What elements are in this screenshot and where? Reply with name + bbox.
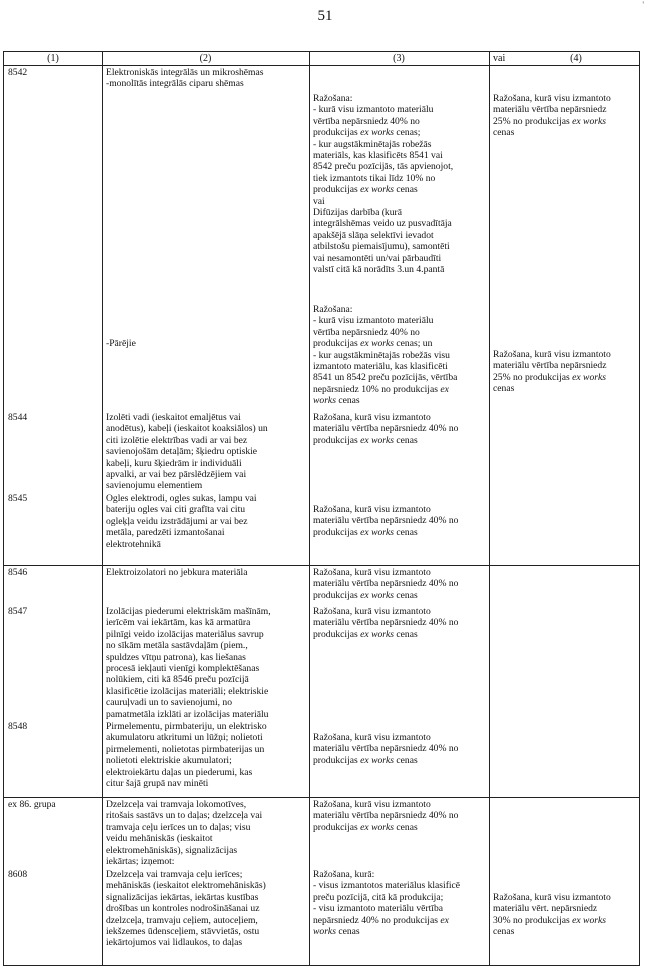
rule-8544: Ražošana, kurā visu izmantoto materiālu vērtība nepārsniedz 40% no produkcijas ex works cenas [313, 412, 459, 446]
alt-rule-8542-b: Ražošana, kurā visu izmantoto materiālu vērtība nepārsniedz 25% no produkcijas ex works cenas [493, 349, 611, 395]
desc-8547: Izolācijas piederumi elektriskām mašīnām, ierīcēm vai iekārtām, kas kā armatūra pilnīgi veido izolācijas materiālus savrup no sīkām metāla sastāvdaļām (piem., spuldzes vītņu patrona), kas liešanas procesā iekļauti vienīgi komplektēšanas nolūkiem, citi kā 8546 preču pozīcijā klasificētie izolācijas materiāli; elektriskie cauruļvadi un to savienojumi, no pamatmetāla izklāti ar izolācijas materiālu [106, 606, 271, 720]
page-number: 51 [317, 8, 333, 24]
desc-ex86: Dzelzceļa vai tramvaja lokomotīves, ritošais sastāvs un to daļas; dzelzceļa vai tramvaja ceļu ierīces un to daļas; visu veidu mehāniskās (ieskaitot elektromehāniskās), signalizācijas iekārtas; izņemot: [106, 799, 263, 868]
alt-rule-8608: Ražošana, kurā visu izmantoto materiālu vērt. nepārsniedz 30% no produkcijas ex works cenas [493, 892, 611, 938]
code-8542: 8542 [8, 67, 28, 78]
code-8546: 8546 [8, 567, 28, 578]
header-col-4: (4) [570, 53, 582, 64]
rule-8545: Ražošana, kurā visu izmantoto materiālu vērtība nepārsniedz 40% no produkcijas ex works cenas [313, 504, 459, 538]
desc-8542-other: -Pārējie [106, 338, 136, 349]
code-8548: 8548 [8, 721, 28, 732]
rule-8546: Ražošana, kurā visu izmantoto materiālu vērtība nepārsniedz 40% no produkcijas ex works cenas [313, 567, 459, 601]
header-col-1: (1) [47, 53, 59, 64]
desc-8608: Dzelzceļa vai tramvaja ceļu ierīces; mehāniskās (ieskaitot elektromehāniskās) signalizācijas iekārtas, iekārtas kustības drošības un kontroles nodrošināšanai uz dzelzceļa, tramvaju ceļiem, autoceļiem, iekšzemes ūdensceļiem, stāvvietās, ostu iekārtojumos vai lidlaukos, to daļas [106, 869, 266, 949]
rules-of-origin-table [3, 51, 640, 966]
row-divider-ex86 [4, 797, 639, 798]
rule-8608: Ražošana, kurā: - visus izmantotos materiālus klasificē preču pozīcijā, citā kā produkcija; - visu izmantoto materiālu vērtība nepārsniedz 40% no produkcijas ex works cenas [313, 869, 461, 938]
header-or: vai [493, 53, 506, 64]
code-8547: 8547 [8, 606, 28, 617]
column-divider-1 [102, 52, 103, 965]
rule-8542-a: Ražošana: - kurā visu izmantoto materiālu vērtība nepārsniedz 40% no produkcijas ex works cenas; - kur augstākminētajās robežās materiāls, kas klasificēts 8541 vai 8542 preču pozīcijās, tās apvienojot, tiek izmantots tikai līdz 10% no produkcijas ex works cenas vai Difūzijas darbība (kurā integrālshēmas veido uz pusvadītāja apakšējā slāņa selektīvi ievadot atbilstošu piemaisījumu), samontēti vai nesamontēti un/vai pārbaudīti valstī citā kā norādīts 3.un 4.pantā [313, 93, 454, 276]
desc-8546: Elektroizolatori no jebkura materiāla [106, 567, 248, 578]
rule-8547: Ražošana, kurā visu izmantoto materiālu vērtība nepārsniedz 40% no produkcijas ex works cenas [313, 606, 459, 640]
corner-mark: ' [642, 0, 644, 10]
header-col-2: (2) [199, 53, 212, 64]
code-ex86: ex 86. grupa [8, 799, 56, 810]
desc-8544: Izolēti vadi (ieskaitot emaljētus vai anodētus), kabeļi (ieskaitot koaksiālos) un citi izolētie elektrības vadi ar vai bez savienojošām detaļām; šķiedru optiskie kabeļi, kuru šķiedrām ir individuāli apvalki, ar vai bez pārslēdzējiem vai savienojumu elementiem [106, 412, 268, 492]
desc-8545: Ogles elektrodi, ogles sukas, lampu vai bateriju ogles vai citi grafīta vai citu ogleķļa veidu izstrādājumi ar vai bez metāla, paredzēti izmantošanai elektrotehnikā [106, 493, 257, 550]
row-divider-8546 [4, 565, 639, 566]
header-col-3: (3) [393, 53, 405, 64]
desc-8542: Elektroniskās integrālās un mikroshēmas -monolītās integrālās ciparu shēmas [106, 67, 264, 90]
rule-8548: Ražošana, kurā visu izmantoto materiālu vērtība nepārsniedz 40% no produkcijas ex works cenas [313, 732, 459, 766]
column-divider-2 [309, 52, 310, 965]
code-8608: 8608 [8, 869, 28, 880]
code-8545: 8545 [8, 493, 28, 504]
alt-rule-8542-a: Ražošana, kurā visu izmantoto materiālu vērtība nepārsniedz 25% no produkcijas ex works cenas [493, 93, 611, 139]
column-divider-3 [489, 52, 490, 965]
rule-8542-b: Ražošana: - kurā visu izmantoto materiālu vērtība nepārsniedz 40% no produkcijas ex works cenas; un - kur augstākminētajās robežās visu izmantoto materiālu, kas klasificēti 8541 un 8542 preču pozīcijās, vērtība nepārsniedz 10% no produkcijas ex works cenas [313, 304, 458, 407]
desc-8548: Pirmelementu, pirmbateriju, un elektrisko akumulatoru atkritumi un lūžņi; nolietoti pirmelementi, nolietotas pirmbaterijas un nolietoti elektriskie akumulatori; elektroiekārtu daļas un piederumi, kas citur šajā grupā nav minēti [106, 721, 267, 790]
code-8544: 8544 [8, 412, 28, 423]
header-divider [4, 65, 639, 66]
rule-ex86: Ražošana, kurā visu izmantoto materiālu vērtība nepārsniedz 40% no produkcijas ex works cenas [313, 799, 459, 833]
